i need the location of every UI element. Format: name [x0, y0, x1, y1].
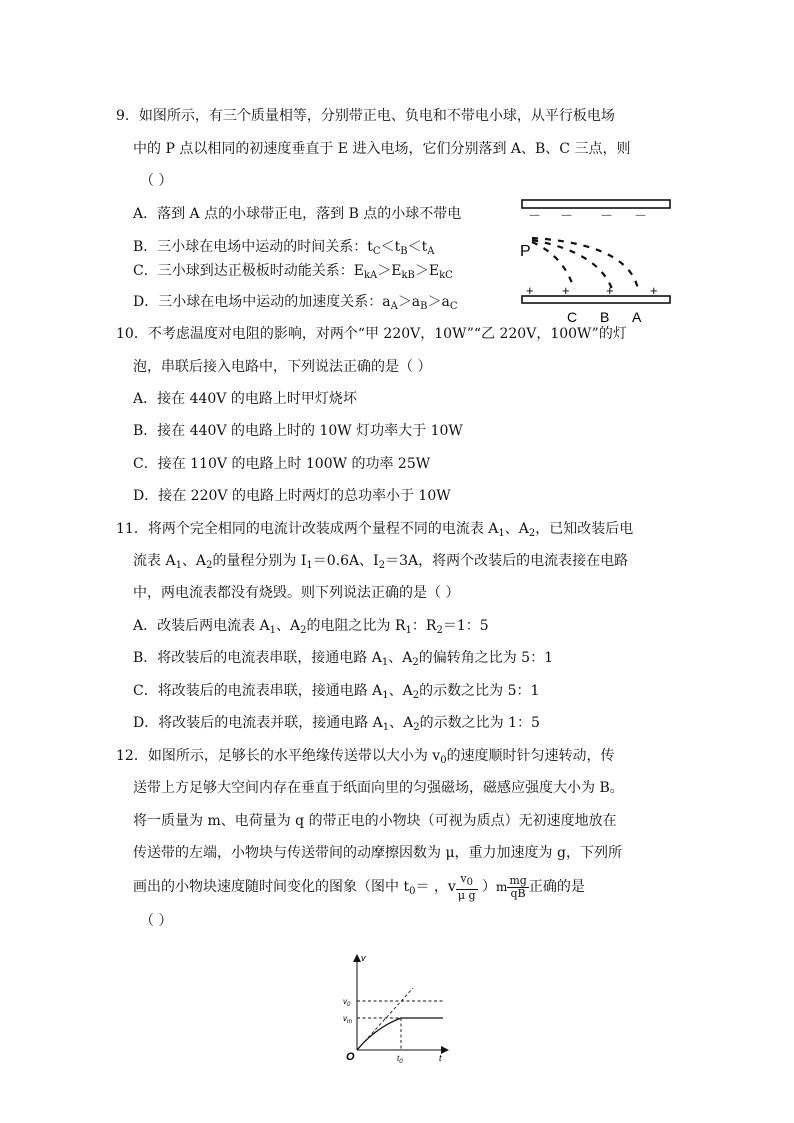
velocity-curve [357, 1018, 401, 1050]
t-axis-arrow [441, 1046, 449, 1054]
plus-sign: + [650, 283, 658, 298]
t-axis-label: t [439, 1053, 442, 1063]
q11-option-c: C．将改装后的电流表串联，接通电路 $A_1$、$A_2$的示数之比为 5：1 [133, 683, 540, 701]
point-c-label: C [567, 309, 578, 325]
q12-line-4: 传送带的左端，小物块与传送带间的动摩擦因数为 μ，重力加速度为 g，下列所 [133, 845, 622, 861]
q12-paren: （ ） [140, 913, 173, 929]
q9-line-2: 中的 P 点以相同的初速度垂直于 E 进入电场，它们分别落到 A、B、C 三点，则 [133, 141, 631, 157]
negative-plate [522, 200, 670, 208]
q12-line-2: 送带上方足够大空间内存在垂直于纸面向里的匀强磁场，磁感应强度大小为 B。 [133, 780, 624, 796]
q11-line-1: 11．将两个完全相同的电流计改装成两个量程不同的电流表 $A_1$、$A_2$，已知改装后电 [116, 521, 634, 539]
point-a-label: A [632, 309, 642, 325]
trajectory-a [532, 238, 638, 289]
q11-line-2: 流表 $A_1$、$A_2$的量程分别为 $I_1=0.6A$、$I_2=3A$，将两个改装后的电流表接在电路 [133, 553, 629, 571]
q12-line-5: 画出的小物块速度随时间变化的图象（图中 $t_0=$ ，v $\frac{v0}{\text{μ g}}$ ）m $\frac{mg}{qB}$ 正确的是 [133, 871, 585, 902]
fraction-vm: $\frac{mg}{qB}$ [509, 873, 527, 900]
q9-paren: （ ） [140, 173, 173, 189]
q9-option-a: A．落到 A 点的小球带正电，落到 B 点的小球不带电 [133, 206, 462, 222]
q11-option-b: B．将改装后的电流表串联，接通电路 $A_1$、$A_2$的偏转角之比为 5：1 [133, 650, 553, 668]
q11-line-3: 中，两电流表都没有烧毁。则下列说法正确的是（ ） [133, 585, 460, 601]
q10-line-2: 泡，串联后接入电路中，下列说法正确的是（ ） [133, 359, 432, 375]
q10-option-b: B．接在 440V 的电路上时的 10W 灯功率大于 10W [133, 423, 463, 439]
plus-sign: + [526, 283, 534, 298]
minus-sign: － [634, 208, 648, 223]
q10-option-c: C．接在 110V 的电路上时 100W 的功率 25W [133, 456, 431, 472]
origin-label: O [346, 1051, 355, 1063]
positive-plate [522, 296, 670, 303]
q10-option-d: D．接在 220V 的电路上时两灯的总功率小于 10W [133, 488, 451, 504]
q12-line-3: 将一质量为 m、电荷量为 q 的带正电的小物块（可视为质点）无初速度地放在 [133, 813, 617, 829]
q11-option-a: A．改装后两电流表 $A_1$、$A_2$的电阻之比为 $R_1$：$R_2=1$：5 [133, 618, 489, 636]
point-b-label: B [600, 309, 610, 325]
q9-option-b: B．三小球在电场中运动的时间关系：$t_C<t_B<t_A$ [133, 239, 435, 257]
q9-line-1: 9．如图所示，有三个质量相等，分别带正电、负电和不带电小球，从平行板电场 [116, 108, 615, 124]
q10-line-1: 10．不考虑温度对电阻的影响，对两个“甲 220V，10W”“乙 220V，100W”的灯 [116, 326, 627, 342]
v-axis-arrow [353, 954, 361, 962]
minus-sign: － [528, 208, 542, 223]
plus-sign: + [606, 283, 614, 298]
velocity-time-graph [335, 948, 455, 1066]
q9-option-d: D．三小球在电场中运动的加速度关系：$a_A>a_B>a_C$ [133, 294, 458, 312]
q11-option-d: D．将改装后的电流表并联，接通电路 $A_1$、$A_2$的示数之比为 1：5 [133, 715, 540, 733]
q10-option-a: A．接在 440V 的电路上时甲灯烧坏 [133, 391, 357, 407]
q9-option-c: C．三小球到达正极板时动能关系：$E_{kA}>E_{kB}>E_{kC}$ [133, 263, 453, 281]
q12-line-1: 12．如图所示，足够长的水平绝缘传送带以大小为 $v_0$的速度顺时针匀速转动，传 [116, 748, 615, 766]
minus-sign: － [600, 208, 614, 223]
parallel-plate-figure [516, 194, 678, 328]
vm-label: $v_m$ [343, 1014, 352, 1025]
minus-sign: － [560, 208, 574, 223]
point-p-label: P [520, 243, 531, 260]
v-axis-label: v [361, 953, 366, 963]
trajectory-c [532, 242, 574, 289]
plus-sign: + [562, 283, 570, 298]
v0-label: $v_0$ [343, 997, 351, 1008]
fraction-t0: $\frac{v0}{\text{μ g}}$ [457, 871, 476, 902]
t0-label: $t_0$ [397, 1054, 403, 1065]
